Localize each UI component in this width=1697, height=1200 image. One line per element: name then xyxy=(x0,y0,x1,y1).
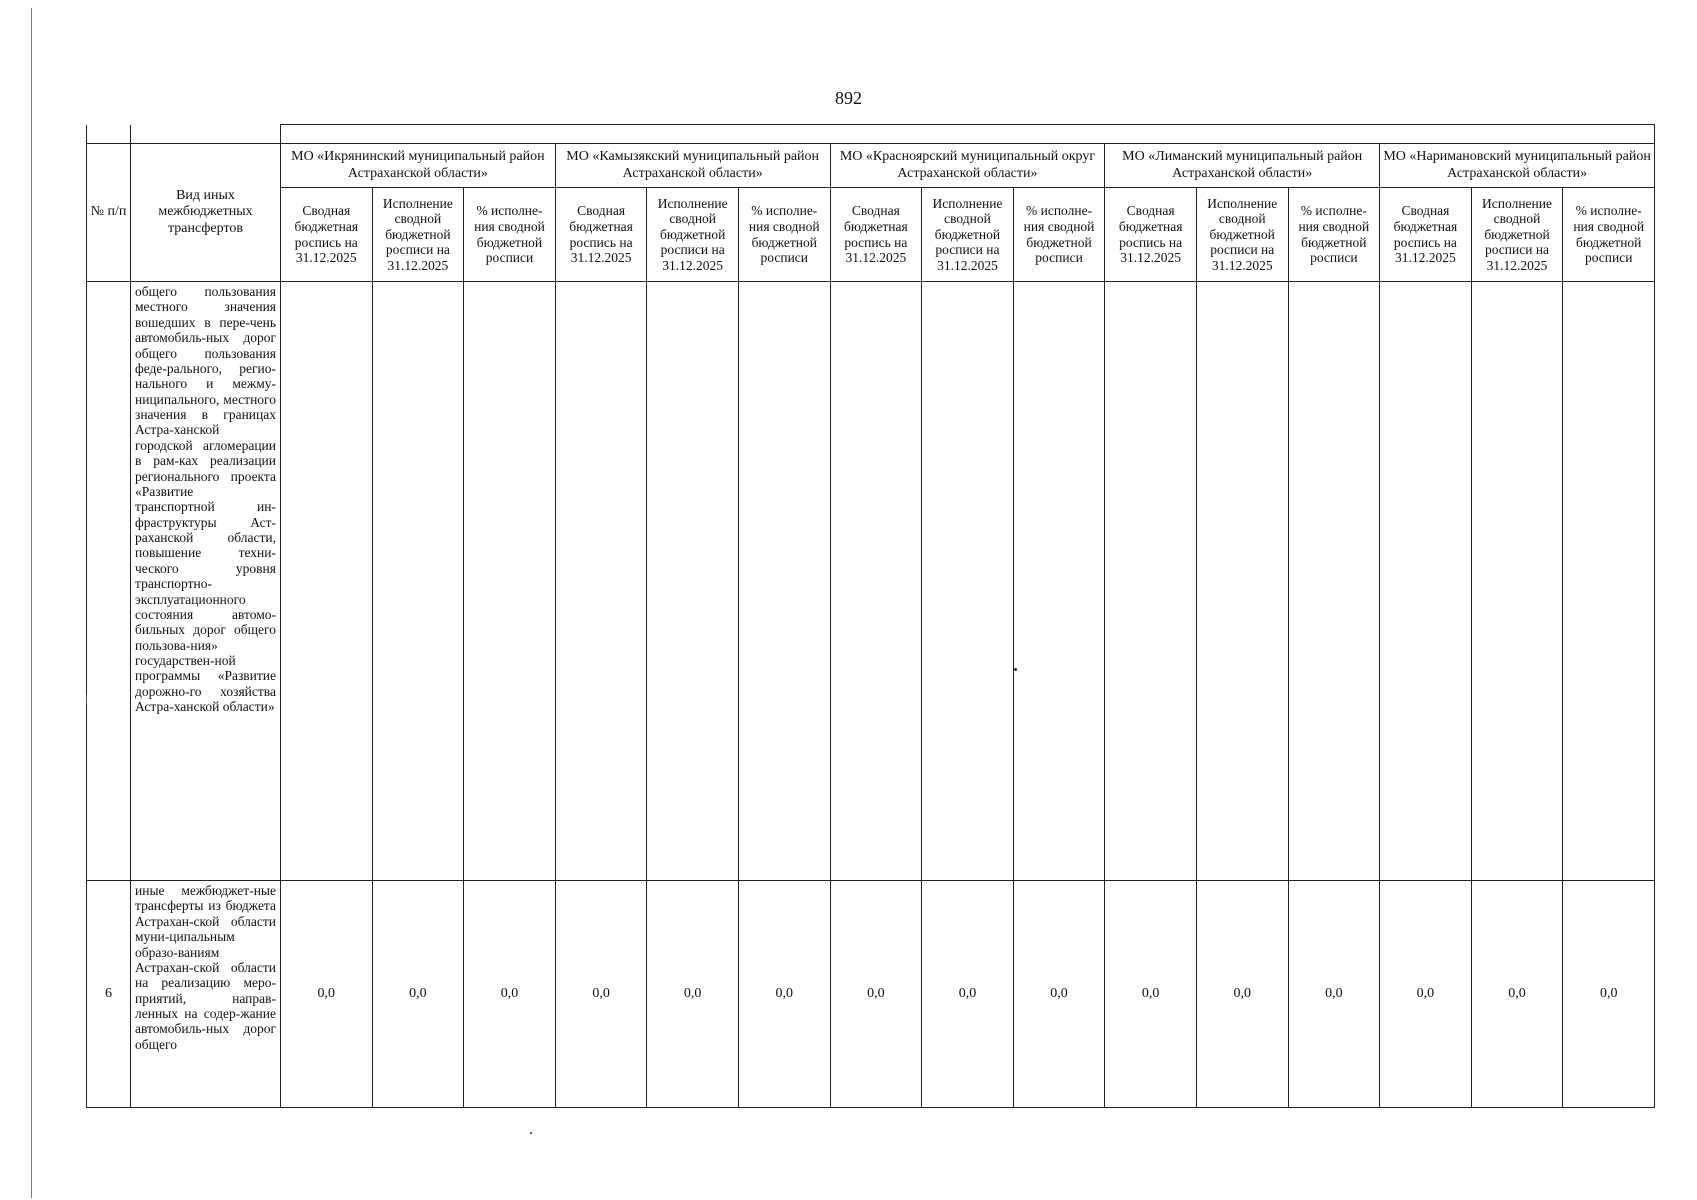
header-band xyxy=(281,125,1655,144)
table-row xyxy=(87,881,1655,1108)
column-header-type: Вид иных межбюджетных трансфертов xyxy=(131,144,281,282)
subheader-percent: % исполне-ния сводной бюджетной росписи xyxy=(1013,188,1105,282)
value-cell: 0,0 xyxy=(1013,881,1105,1108)
value-cell: 0,0 xyxy=(830,881,922,1108)
subheader-executed: Исполнение сводной бюджетной росписи на 31.12.2025 xyxy=(1471,188,1563,282)
value-cell xyxy=(281,282,373,881)
value-cell: 0,0 xyxy=(1105,881,1197,1108)
subheader-executed: Исполнение сводной бюджетной росписи на 31.12.2025 xyxy=(1196,188,1288,282)
value-cell: 0,0 xyxy=(464,881,556,1108)
row-description: общего пользования местного значения вошедших в пере-чень автомобиль-ных дорог общего пользования феде-рального, регио-нального и межму-ниципального, местного значения в границах Астра-ханской городской агломерации в рам-ках реализации регионального проекта «Развитие транспортной ин-фраструктуры Аст-раханской области, повышение техни-ческого уровня транспортно-эксплуатационного состояния автомо-бильных дорог общего пользова-ния» государствен-ной программы «Развитие дорожно-го хозяйства Астра-ханской области» xyxy=(131,282,281,881)
value-cell xyxy=(1380,282,1472,881)
row-description: иные межбюджет-ные трансферты из бюджета Астрахан-ской области муни-ципальным образо-ваниям Астрахан-ской области на реализацию меро-приятий, направ-ленных на содер-жание автомобиль-ных дорог общего xyxy=(131,881,281,1108)
subheader-executed: Исполнение сводной бюджетной росписи на 31.12.2025 xyxy=(647,188,739,282)
subheader-planned: Сводная бюджетная роспись на 31.12.2025 xyxy=(1380,188,1472,282)
left-margin-line xyxy=(31,8,32,1198)
subheader-executed: Исполнение сводной бюджетной росписи на 31.12.2025 xyxy=(372,188,464,282)
value-cell xyxy=(464,282,556,881)
scan-speck xyxy=(530,1132,532,1134)
value-cell xyxy=(372,282,464,881)
subheader-planned: Сводная бюджетная роспись на 31.12.2025 xyxy=(1105,188,1197,282)
value-cell: 0,0 xyxy=(647,881,739,1108)
value-cell: 0,0 xyxy=(281,881,373,1108)
value-cell xyxy=(922,282,1014,881)
value-cell: 0,0 xyxy=(372,881,464,1108)
value-cell: 0,0 xyxy=(555,881,647,1108)
municipality-header: МО «Икрянинский муниципальный район Астраханской области» xyxy=(281,144,556,188)
subheader-row xyxy=(87,188,1655,282)
value-cell xyxy=(1288,282,1380,881)
municipality-header: МО «Лиманский муниципальный район Астраханской области» xyxy=(1105,144,1380,188)
subheader-planned: Сводная бюджетная роспись на 31.12.2025 xyxy=(830,188,922,282)
subheader-percent: % исполне-ния сводной бюджетной росписи xyxy=(1288,188,1380,282)
municipality-header-row xyxy=(87,144,1655,188)
subheader-percent: % исполне-ния сводной бюджетной росписи xyxy=(738,188,830,282)
page-number: 892 xyxy=(835,88,862,108)
value-cell: 0,0 xyxy=(1380,881,1472,1108)
value-cell xyxy=(1471,282,1563,881)
municipality-header: МО «Камызякский муниципальный район Астраханской области» xyxy=(555,144,830,188)
value-cell: 0,0 xyxy=(1471,881,1563,1108)
value-cell xyxy=(738,282,830,881)
row-num xyxy=(87,282,131,881)
value-cell: 0,0 xyxy=(1288,881,1380,1108)
budget-table xyxy=(86,124,1655,1108)
subheader-executed: Исполнение сводной бюджетной росписи на 31.12.2025 xyxy=(922,188,1014,282)
value-cell xyxy=(1013,282,1105,881)
value-cell: 0,0 xyxy=(1563,881,1655,1108)
table-top-band xyxy=(87,125,1655,144)
value-cell xyxy=(830,282,922,881)
scan-speck xyxy=(1014,668,1017,671)
value-cell xyxy=(647,282,739,881)
value-cell xyxy=(1196,282,1288,881)
column-header-num: № п/п xyxy=(87,144,131,282)
value-cell xyxy=(555,282,647,881)
subheader-percent: % исполне-ния сводной бюджетной росписи xyxy=(1563,188,1655,282)
value-cell: 0,0 xyxy=(922,881,1014,1108)
header-cell-num xyxy=(87,125,131,144)
table-row xyxy=(87,282,1655,881)
subheader-planned: Сводная бюджетная роспись на 31.12.2025 xyxy=(555,188,647,282)
subheader-percent: % исполне-ния сводной бюджетной росписи xyxy=(464,188,556,282)
row-num: 6 xyxy=(87,881,131,1108)
subheader-planned: Сводная бюджетная роспись на 31.12.2025 xyxy=(281,188,373,282)
value-cell: 0,0 xyxy=(1196,881,1288,1108)
scan-mark xyxy=(86,694,87,704)
value-cell xyxy=(1563,282,1655,881)
municipality-header: МО «Красноярский муниципальный округ Астраханской области» xyxy=(830,144,1105,188)
header-cell-type-spacer xyxy=(131,125,281,144)
value-cell: 0,0 xyxy=(738,881,830,1108)
municipality-header: МО «Наримановский муниципальный район Астраханской области» xyxy=(1380,144,1655,188)
value-cell xyxy=(1105,282,1197,881)
